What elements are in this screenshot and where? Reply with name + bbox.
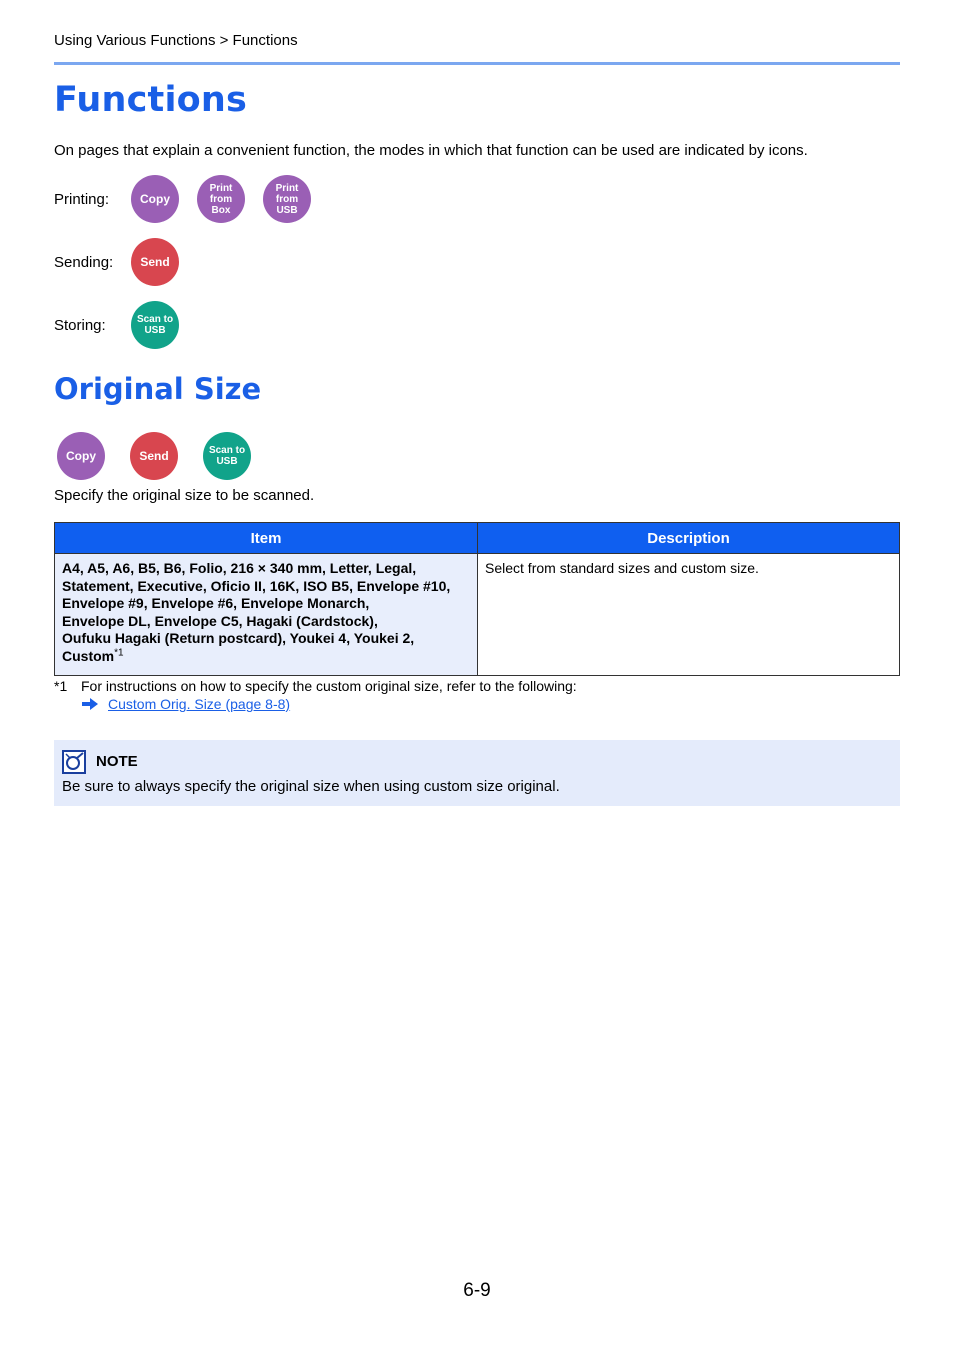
table-header-item: Item [55, 523, 478, 554]
send-mode-icon: Send [131, 238, 179, 286]
note-title: NOTE [96, 753, 138, 770]
footnote-ref: *1 [114, 646, 124, 658]
print-from-box-icon: Print from Box [197, 175, 245, 223]
print-from-usb-icon: Print from USB [263, 175, 311, 223]
custom-orig-size-link[interactable]: Custom Orig. Size (page 8-8) [108, 696, 291, 712]
item-line: Oufuku Hagaki (Return postcard), Youkei 4, Youkei 2, [62, 630, 415, 646]
table-header-description: Description [478, 523, 900, 554]
scan-to-usb-icon: Scan to USB [131, 301, 179, 349]
section-intro: Specify the original size to be scanned. [54, 487, 315, 504]
item-line-last: Custom$^{*1}$ [62, 646, 124, 664]
original-size-table [54, 522, 900, 676]
note-text: Be sure to always specify the original size when using custom size original. [62, 778, 560, 795]
item-cell [55, 554, 478, 676]
item-line: Statement, Executive, Oficio II, 16K, ISO B5, Envelope #10, [62, 577, 451, 594]
send-mode-icon: Send [130, 432, 178, 480]
page-title: Functions [54, 80, 248, 120]
note-box [54, 740, 900, 806]
copy-mode-icon: Copy [57, 432, 105, 480]
arrow-right-icon [82, 698, 98, 710]
note-icon [62, 750, 86, 774]
footnote-link-row[interactable] [82, 696, 290, 712]
page-number: 6-9 [463, 1280, 491, 1301]
footnote [54, 678, 577, 694]
footnote-marker: *1 [54, 678, 68, 694]
scan-to-usb-icon: Scan to USB [203, 432, 251, 480]
item-line: A4, A5, A6, B5, B6, Folio, 216 × 340 mm, Letter, Legal, [62, 560, 417, 576]
description-cell: Select from standard sizes and custom size. [478, 554, 900, 676]
breadcrumb: Using Various Functions > Functions [54, 32, 298, 49]
item-line: Envelope #9, Envelope #6, Envelope Monarch, [62, 595, 370, 611]
table-row [55, 554, 900, 676]
intro-paragraph: On pages that explain a convenient function, the modes in which that function can be used are indicated by icons. [54, 142, 808, 159]
section-title: Original Size [54, 372, 262, 406]
footnote-text: For instructions on how to specify the custom original size, refer to the following: [81, 678, 577, 694]
storing-label: Storing: [54, 317, 106, 334]
copy-mode-icon: Copy [131, 175, 179, 223]
header-divider [54, 62, 900, 65]
printing-label: Printing: [54, 191, 110, 208]
item-line: Envelope DL, Envelope C5, Hagaki (Cardstock), [62, 612, 378, 629]
sending-label: Sending: [54, 254, 114, 271]
